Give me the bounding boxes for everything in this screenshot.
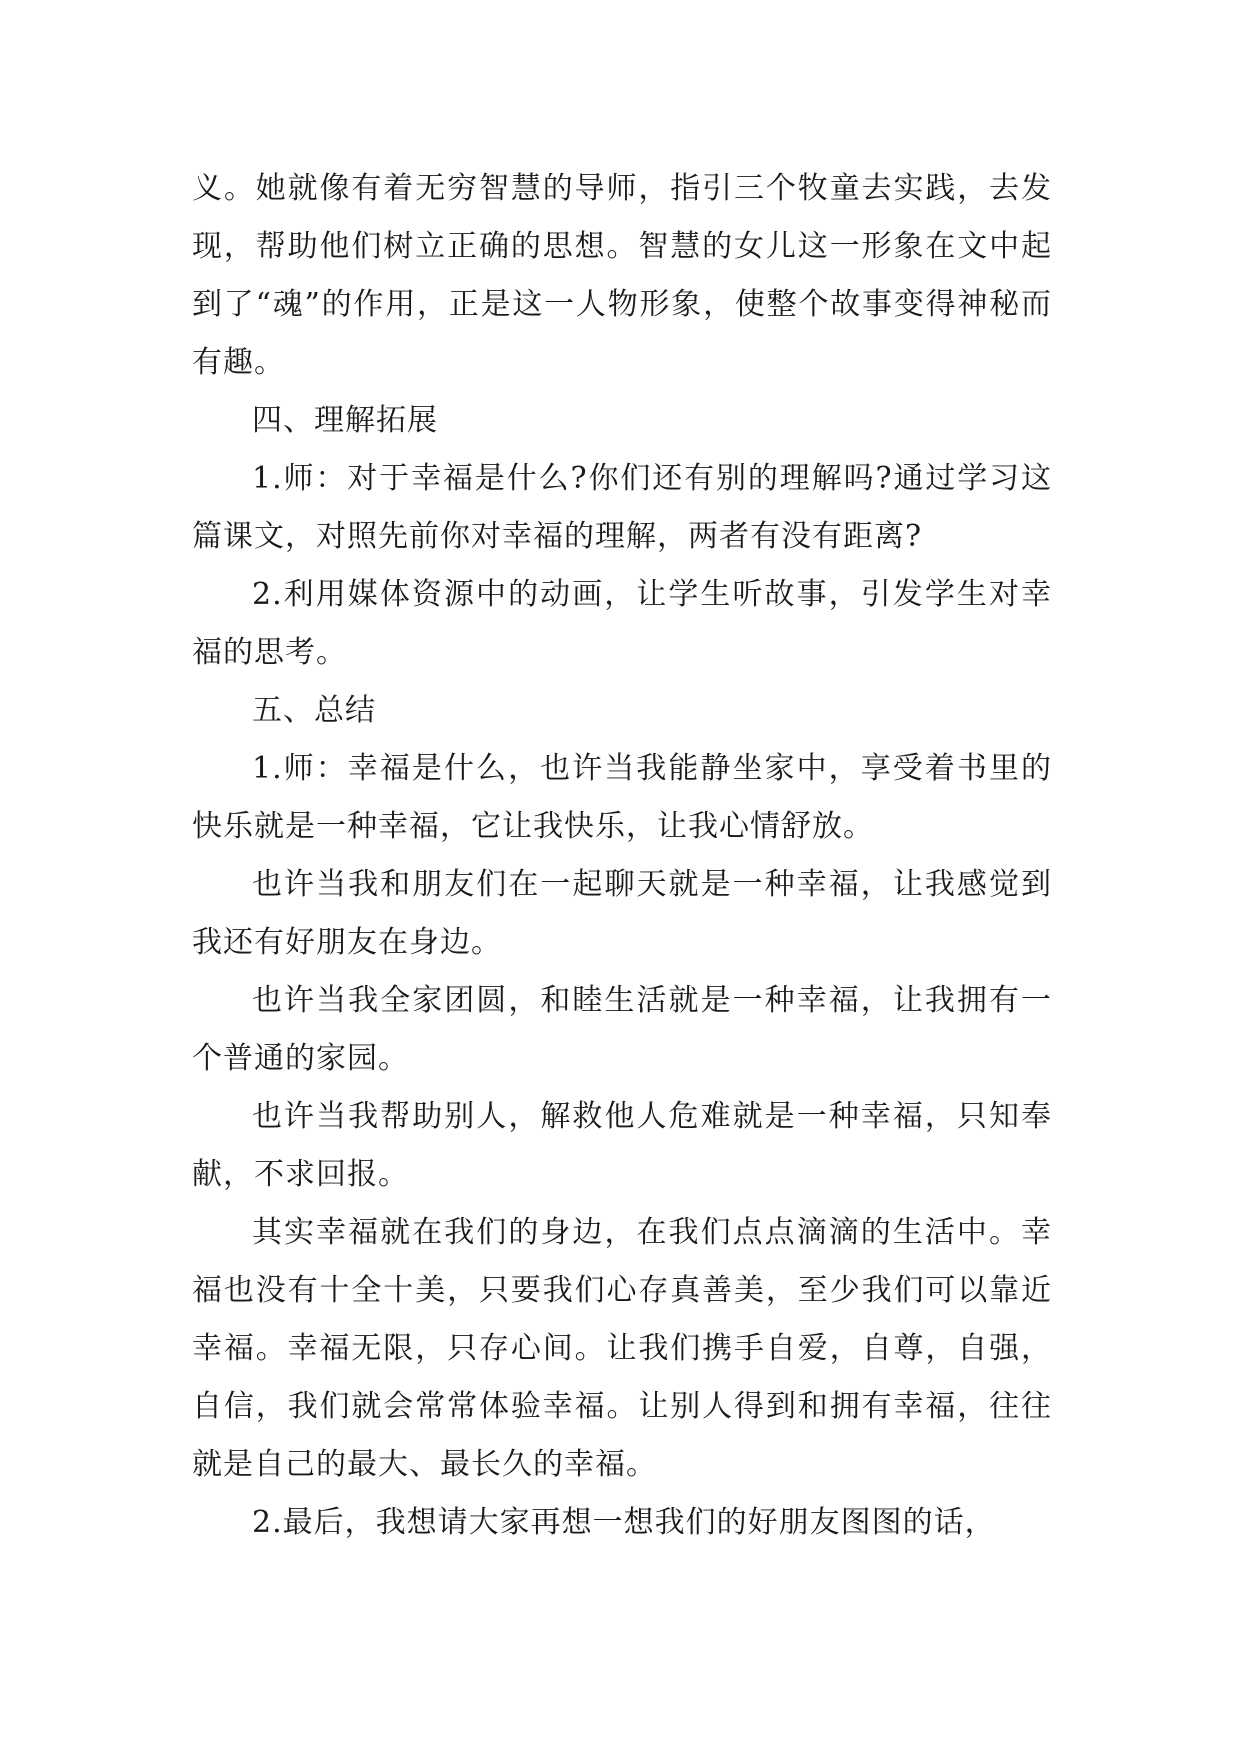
paragraph-final-thought: 2.最后，我想请大家再想一想我们的好朋友图图的话， [252, 1505, 996, 1540]
paragraph-teacher-summary: 1.师：幸福是什么，也许当我能静坐家中，享受着书里的快乐就是一种幸福，它让我快乐，让我心情舒放。 [192, 751, 1052, 844]
document-body [192, 160, 1052, 1552]
paragraph-teacher-question: 1.师：对于幸福是什么?你们还有别的理解吗?通过学习这篇课文，对照先前你对幸福的理解，两者有没有距离? [192, 461, 1052, 554]
section-heading-understanding-extension: 四、理解拓展 [252, 403, 438, 438]
paragraph-continuation: 义。她就像有着无穷智慧的导师，指引三个牧童去实践，去发现，帮助他们树立正确的思想。智慧的女儿这一形象在文中起到了“魂”的作用，正是这一人物形象，使整个故事变得神秘而有趣。 [192, 171, 1052, 380]
section-heading-summary: 五、总结 [252, 693, 376, 728]
paragraph-family: 也许当我全家团圆，和睦生活就是一种幸福，让我拥有一个普通的家园。 [192, 983, 1052, 1076]
paragraph-helping-others: 也许当我帮助别人，解救他人危难就是一种幸福，只知奉献，不求回报。 [192, 1099, 1052, 1192]
paragraph-media-resource: 2.利用媒体资源中的动画，让学生听故事，引发学生对幸福的思考。 [192, 577, 1052, 670]
paragraph-friends: 也许当我和朋友们在一起聊天就是一种幸福，让我感觉到我还有好朋友在身边。 [192, 867, 1052, 960]
paragraph-happiness-around: 其实幸福就在我们的身边，在我们点点滴滴的生活中。幸福也没有十全十美，只要我们心存真善美，至少我们可以靠近幸福。幸福无限，只存心间。让我们携手自爱，自尊，自强，自信，我们就会常常体验幸福。让别人得到和拥有幸福，往往就是自己的最大、最长久的幸福。 [192, 1215, 1052, 1482]
